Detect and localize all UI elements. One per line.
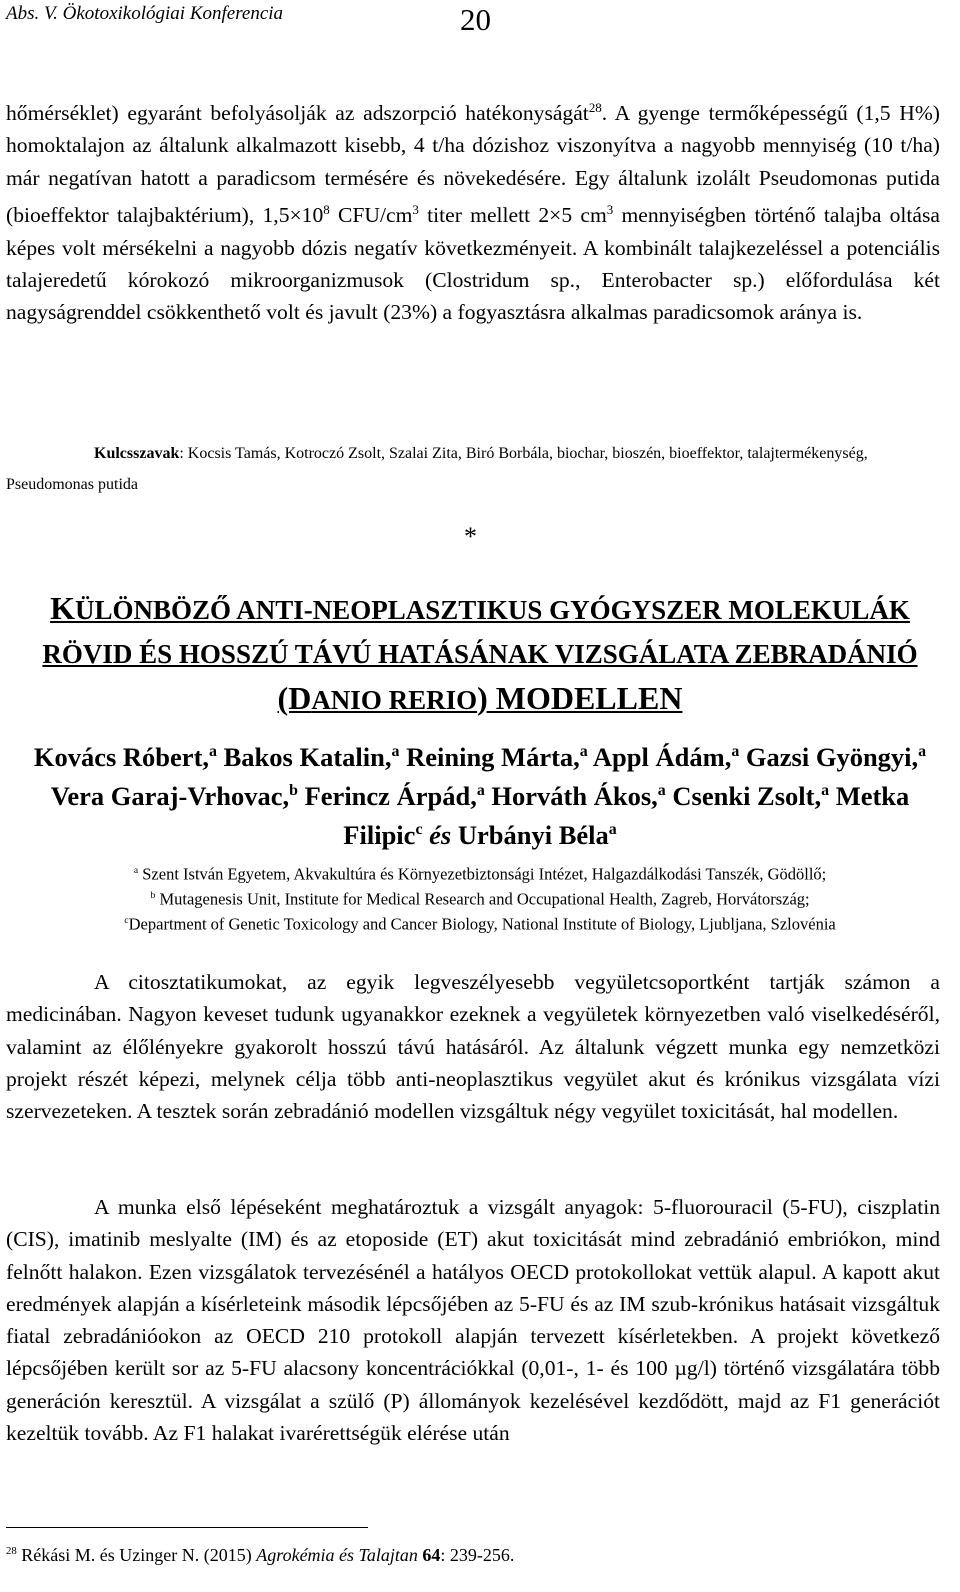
- keywords-label: Kulcsszavak: [94, 445, 180, 462]
- author-name: Gazsi Gyöngyi,: [739, 741, 919, 772]
- author-name: Csenki Zsolt,: [665, 780, 822, 811]
- affiliation-b: $^b$ Mutagenesis Unit, Institute for Medical Research and Occupational Health, Zagreb, Horvátország;: [150, 889, 810, 909]
- author-list: [0, 735, 960, 851]
- author-affiliation-mark: a: [579, 743, 588, 760]
- page-number: 20: [460, 2, 491, 37]
- abstract-paragraph-1: A citosztatikumokat, az egyik legveszélyesebb vegyületcsoportként tartják számon a medicinában. Nagyon keveset tudunk ugyanakkor ezeknek a vegyületek környezetben való viselkedéséről, valamint az élőlényekre gyakorolt hosszú távú hatásáról. Az általunk végzett munka egy nemzetközi projekt részét képezi, melynek célja több anti-neoplasztikus vegyület akut és krónikus vizsgálata vízi szervezeteken. A tesztek során zebradánió modellen vizsgáltuk négy vegyület toxicitását, hal modellen.: [6, 970, 940, 1124]
- author-name: Ferincz Árpád,: [297, 780, 477, 811]
- author-affiliation-mark: a: [821, 781, 830, 799]
- author-affiliation-mark: a: [657, 781, 666, 799]
- author-affiliation-mark: b: [289, 781, 298, 799]
- affiliation-a: $^a$ Szent István Egyetem, Akvakultúra és Környezetbiztonsági Intézet, Halgazdálkodási Tanszék, Gödöllő;: [133, 864, 827, 884]
- author-name: Vera Garaj-Vrhovac,: [50, 780, 290, 811]
- footnote: $^{28}$ Rékási M. és Uzinger N. (2015) Agrokémia és Talajtan 64: 239-256.: [6, 1545, 515, 1565]
- author-affiliation-mark: a: [209, 743, 217, 760]
- author-affiliation-mark: a: [476, 781, 485, 799]
- author-affiliation-mark: a: [918, 743, 927, 760]
- affiliation-c: $^c$Department of Genetic Toxicology and Cancer Biology, National Institute of Biology, Ljubljana, Szlovénia: [124, 914, 836, 934]
- author-name: Metka: [829, 780, 910, 811]
- keywords: Kulcsszavak: Kocsis Tamás, Kotroczó Zsolt, Szalai Zita, Biró Borbála, biochar, bioszén, bioeffektor, talajtermékenység, Pseudomonas putida: [6, 445, 868, 493]
- section-separator: *: [464, 522, 477, 551]
- author-name: Reining Márta,: [399, 741, 580, 772]
- footnote-divider: [6, 1527, 368, 1528]
- running-header: Abs. V. Ökotoxikológiai Konferencia: [6, 3, 284, 24]
- author-name: Horváth Ákos,: [484, 780, 658, 811]
- author-name: Appl Ádám,: [587, 741, 732, 772]
- author-line-1: [0, 735, 960, 774]
- paragraph-previous-abstract: hőmérséklet) egyaránt befolyásolják az adszorpció hatékonyságát$^{28}$. A gyenge termőképességű (1,5 H%) homoktalajon az általunk alkalmazott kisebb, 4 t/ha dózishoz viszonyítva a nagyobb mennyiség (10 t/ha) már negatívan hatott a paradicsom termésére és növekedésére. Egy általunk izolált Pseudomonas putida (bioeffektor talajbaktérium), $1,5\times 10^8$ CFU/$cm^3$ titer mellett 2×5 $cm^3$ mennyiségben történő talajba oltása képes volt mérsékelni a nagyobb dózis negatív következményeit. A kombinált talajkezeléssel a potenciális talajeredetű kórokozó mikroorganizmusok (Clostridum sp., Enterobacter sp.) előfordulása két nagyságrenddel csökkenthető volt és javult (23%) a fogyasztásra alkalmas paradicsomok aránya is.: [6, 100, 941, 325]
- author-line-2: [0, 774, 960, 813]
- footnote-ref: 28: [588, 100, 602, 115]
- author-name: Bakos Katalin,: [216, 741, 392, 772]
- author-affiliation-mark: a: [391, 743, 400, 760]
- author-name: Kovács Róbert,: [33, 741, 210, 772]
- author-line-3: Filipic$^c$ és Urbányi Béla$^a$: [343, 819, 617, 850]
- author-affiliation-mark: a: [731, 743, 740, 760]
- article-title: KÜLÖNBÖZŐ ANTI-NEOPLASZTIKUS GYÓGYSZER MOLEKULÁK RÖVID ÉS HOSSZÚ TÁVÚ HATÁSÁNAK VIZSGÁLATA ZEBRADÁNIÓ (DANIO RERIO) MODELLEN: [42, 590, 918, 716]
- abstract-paragraph-2: A munka első lépéseként meghatároztuk a vizsgált anyagok: 5-fluorouracil (5-FU), ciszplatin (CIS), imatinib meslyalte (IM) és az etoposide (ET) akut toxicitását mind zebradánió embriókon, mind felnőtt halakon. Ezen vizsgálatok tervezésénél a hatályos OECD protokollokat vettük alapul. A kapott akut eredmények alapján a kísérleteink második lépcsőjében az 5-FU és az IM szub-krónikus hatásait vizsgáltuk fiatal zebradánióokon az OECD 210 protokoll alapján tervezett kísérletekben. A projekt következő lépcsőjében került sor az 5-FU alacsony koncentrációkkal (0,01-, 1- és 100 µg/l) történő vizsgálatára több generáción keresztül. A vizsgálat a szülő (P) állományok kezelésével kezdődött, majd az F1 generációt kezeltük tovább. Az F1 halakat ivarérettségük elérése után: [6, 1195, 940, 1446]
